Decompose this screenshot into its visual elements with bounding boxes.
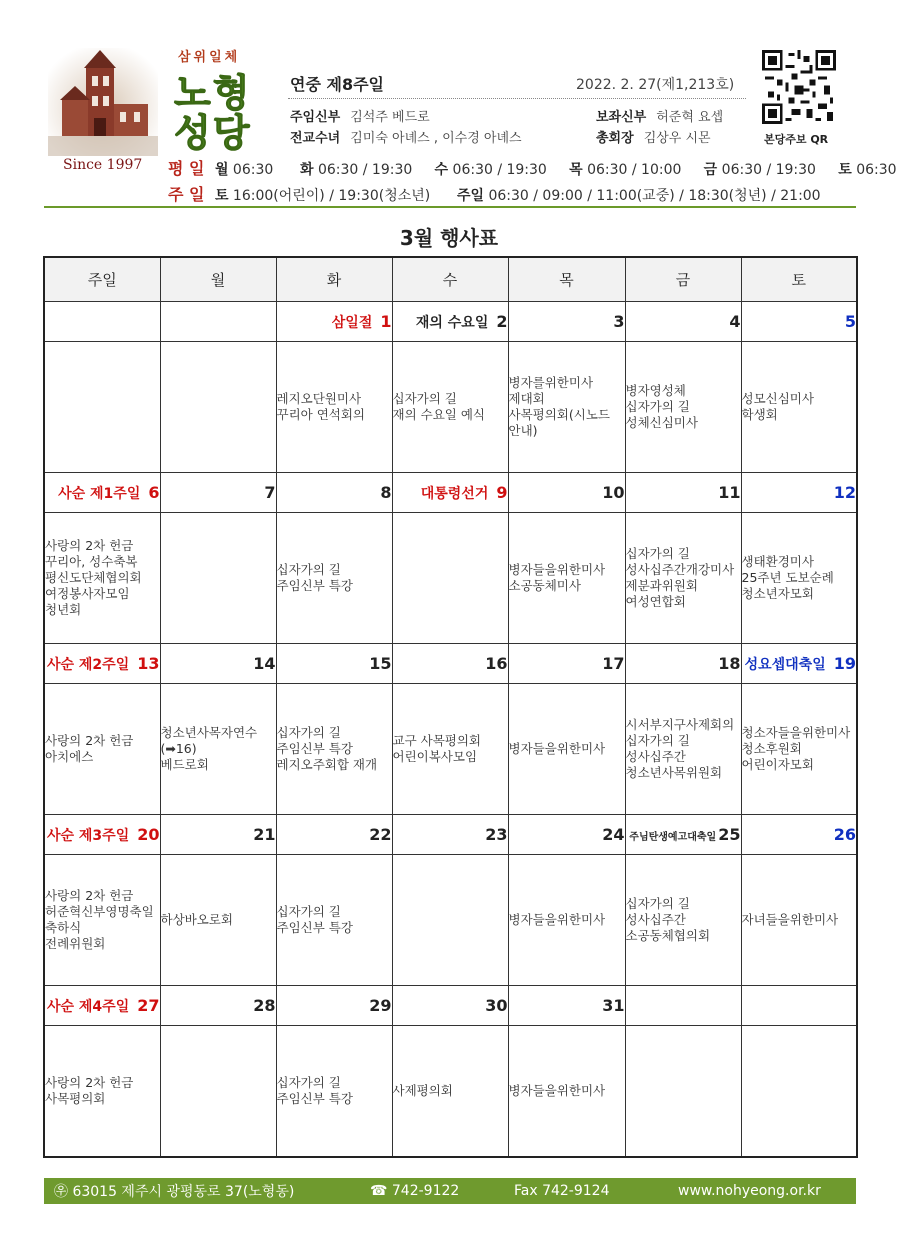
event-item: 십자가의 길 [625,546,690,561]
day-header-mon: 월 [160,257,276,302]
event-item: 여성연합회 [625,594,686,609]
event-item: 베드로회 [160,757,209,772]
date-cell-wed[interactable] [392,986,508,1026]
date-number: 7 [264,483,276,502]
event-item: 주임신부 특강 [276,578,353,593]
event-item: 십자가의 길 [276,904,341,919]
date-row [44,986,857,1026]
footer-bar [44,1178,856,1204]
date-number: 11 [718,483,741,502]
liturgical-week-title: 연중 제8주일 [290,75,384,94]
date-cell-sun[interactable] [44,644,160,684]
issue-date: 2022. 2. 27(제1,213호) [576,77,735,93]
events-row [44,855,857,986]
date-number: 18 [718,654,741,673]
event-item: 어린이복사모임 [392,749,478,764]
event-item: 축하식 [45,920,82,935]
day-header-sat: 토 [741,257,857,302]
date-cell-mon[interactable] [160,986,276,1026]
date-cell-sat[interactable] [741,302,857,342]
date-cell-fri[interactable] [625,644,741,684]
date-number: 29 [369,996,392,1015]
event-item: 소공동체협의회 [625,928,711,943]
event-item: 병자영성체 [625,383,686,398]
date-number: 3 [613,312,625,331]
date-number: 12 [833,483,856,502]
date-number: 2 [496,311,508,331]
event-item: 시서부지구사제회의 [625,717,735,732]
assistant-label: 보좌신부 [596,110,647,125]
event-item: 꾸리아 연석회의 [276,407,365,422]
events-cell-sun[interactable] [44,1026,160,1158]
date-cell-thu[interactable] [508,815,625,855]
event-item: 주임신부 특강 [276,1091,353,1106]
sunday-day: 주일 [456,188,484,204]
pastor-label: 주임신부 [290,110,341,125]
events-cell-tue[interactable] [276,684,392,815]
sisters-label: 전교수녀 [290,131,341,146]
event-item: 전례위원회 [45,936,106,951]
date-cell-thu[interactable] [508,644,625,684]
weekday-thu: 목 06:30 / 10:00 [569,162,682,178]
event-item: 생태환경미사 [741,554,814,569]
date-cell-tue[interactable] [276,815,392,855]
date-cell-sun[interactable] [44,473,160,513]
date-cell-tue[interactable] [276,644,392,684]
weekday-tue: 화 06:30 / 19:30 [299,162,413,178]
event-item: 사목평의회 [45,1091,106,1106]
day-header-tue: 화 [276,257,392,302]
events-cell-fri[interactable] [625,1026,741,1158]
events-cell-sat[interactable] [741,855,857,986]
event-item: 병자들을위한미사 [508,741,606,756]
events-cell-fri[interactable] [625,684,741,815]
event-item: 십자가의 길 [625,733,690,748]
date-cell-tue[interactable] [276,473,392,513]
date-cell-thu[interactable] [508,473,625,513]
events-cell-tue[interactable] [276,342,392,473]
day-header-thu: 목 [508,257,625,302]
calendar-title: 3월 행사표 [399,226,499,250]
event-item: 병자들을위한미사 [508,912,606,927]
events-cell-wed[interactable] [392,1026,508,1158]
date-number: 31 [602,996,625,1015]
events-cell-thu[interactable] [508,855,625,986]
event-item: 청소년사목자연수 [160,725,258,740]
pastor-info [290,106,430,125]
date-number: 23 [485,825,508,844]
date-cell-wed[interactable] [392,302,508,342]
events-row [44,342,857,473]
date-number: 9 [496,482,508,502]
assistant-info [596,106,723,125]
event-item: 꾸리아, 성수축복 [45,554,138,569]
date-number: 10 [602,483,625,502]
date-cell-tue[interactable] [276,986,392,1026]
date-cell-wed[interactable] [392,644,508,684]
date-cell-sat[interactable] [741,473,857,513]
event-item: 제분과위원회 [625,578,698,593]
date-number: 27 [137,995,160,1015]
weekday-fri: 금 06:30 / 19:30 [703,162,816,178]
day-header-fri: 금 [625,257,741,302]
day-observance-label: 대통령선거 [420,485,489,502]
date-row [44,644,857,684]
president-name: 김상우 시몬 [643,131,711,146]
day-header-sun: 주일 [44,257,160,302]
event-item: 교구 사목평의회 [392,733,481,748]
logo-text-line2: 성당 [174,111,252,155]
assistant-name: 허준혁 요셉 [656,110,724,125]
date-number: 6 [148,482,160,502]
footer-website[interactable]: www.nohyeong.or.kr [678,1183,821,1199]
qr-code[interactable] [762,50,836,124]
event-item: 청소후원회 [741,741,802,756]
date-cell-wed[interactable] [392,473,508,513]
date-number: 26 [833,825,856,844]
sisters-names: 김미숙 아녜스 , 이수경 아녜스 [350,131,522,146]
event-item: 청소자들을위한미사 [741,725,851,740]
event-item: 재의 수요일 예식 [392,407,485,422]
event-item: 청소년사목위원회 [625,765,723,780]
weekday-wed: 수 06:30 / 19:30 [434,162,547,178]
events-cell-mon[interactable] [160,1026,276,1158]
event-item: 안내) [508,423,538,438]
day-observance-label: 사순 제1주일 [58,485,141,502]
event-item: 병자를위한미사 [508,375,594,390]
event-item: 사제평의회 [392,1083,453,1098]
weekday-sat: 토 06:30 [838,162,897,178]
event-item: 십자가의 길 [625,399,690,414]
event-item: 학생회 [741,407,778,422]
event-item: 청소년자모회 [741,586,814,601]
day-observance-label: 사순 제2주일 [46,656,130,673]
date-cell-fri[interactable] [625,986,741,1026]
weekday-mon: 월 06:30 [214,162,274,178]
event-item: 십자가의 길 [276,562,341,577]
event-item: 십자가의 길 [392,391,457,406]
date-number: 24 [602,825,625,844]
events-cell-fri[interactable] [625,513,741,644]
event-item: 어린이자모회 [741,757,814,772]
header-bottom-rule [44,206,856,208]
date-number: 1 [380,311,392,331]
church-building-image [48,48,158,156]
events-row [44,513,857,644]
events-cell-mon[interactable] [160,342,276,473]
events-cell-thu[interactable] [508,684,625,815]
event-calendar [43,256,858,1158]
event-item: 하상바오로회 [160,912,233,927]
event-item: 사랑의 2차 헌금 [45,888,134,903]
events-cell-mon[interactable] [160,684,276,815]
events-cell-mon[interactable] [160,855,276,986]
date-number: 4 [729,312,741,331]
date-number: 20 [137,824,160,844]
day-observance-label: 사순 제3주일 [46,827,130,844]
date-number: 19 [833,653,856,673]
weekday-mass-label: 평 일 [168,159,205,178]
date-cell-fri[interactable] [625,815,741,855]
event-item: (➡16) [160,741,197,756]
day-observance-label: 삼일절 [331,314,373,331]
event-item: 자녀들을위한미사 [741,912,839,927]
logo-tagline: 삼위일체 [178,50,241,65]
sunday-mass-row [168,182,821,205]
day-observance-label: 주님탄생예고대축일 [629,832,717,843]
weekday-mass-row [168,156,897,179]
header-divider [288,98,746,99]
date-cell-mon[interactable] [160,302,276,342]
date-cell-tue[interactable] [276,302,392,342]
footer-phone: ☎ 742-9122 [370,1183,460,1199]
events-cell-sun[interactable] [44,684,160,815]
day-observance-label: 재의 수요일 [415,314,489,331]
event-item: 청년회 [45,602,82,617]
event-item: 십자가의 길 [625,896,690,911]
event-item: 성사십주간 [625,912,686,927]
date-number: 17 [602,654,625,673]
date-cell-wed[interactable] [392,815,508,855]
date-cell-sun[interactable] [44,302,160,342]
date-number: 22 [369,825,392,844]
date-cell-sun[interactable] [44,815,160,855]
event-item: 성체신심미사 [625,415,698,430]
events-cell-tue[interactable] [276,1026,392,1158]
date-cell-fri[interactable] [625,302,741,342]
day-observance-label: 성요셉대축일 [744,656,826,673]
sunday-times: 06:30 / 09:00 / 11:00(교중) / 18:30(청년) / 21:00 [488,188,821,204]
event-item: 소공동체미사 [508,578,581,593]
event-item: 사랑의 2차 헌금 [45,733,134,748]
events-cell-sat[interactable] [741,342,857,473]
events-cell-mon[interactable] [160,513,276,644]
events-cell-tue[interactable] [276,513,392,644]
event-item: 제대회 [508,391,545,406]
events-cell-wed[interactable] [392,684,508,815]
footer-fax: Fax 742-9124 [514,1183,610,1199]
event-item: 주임신부 특강 [276,920,353,935]
date-number: 8 [380,483,392,502]
events-row [44,1026,857,1158]
date-cell-thu[interactable] [508,986,625,1026]
events-cell-sat[interactable] [741,513,857,644]
event-item: 사목평의회(시노드 [508,407,610,422]
events-row [44,684,857,815]
event-item: 여정봉사자모임 [45,586,130,601]
date-cell-mon[interactable] [160,473,276,513]
event-item: 레지오주회합 재개 [276,757,378,772]
event-item: 병자들을위한미사 [508,1083,606,1098]
events-cell-thu[interactable] [508,342,625,473]
event-item: 사랑의 2차 헌금 [45,1075,134,1090]
saturday-vigil-times: 16:00(어린이) / 19:30(청소년) [232,188,431,204]
events-cell-sat[interactable] [741,1026,857,1158]
event-item: 십자가의 길 [276,1075,341,1090]
events-cell-thu[interactable] [508,513,625,644]
date-number: 15 [369,654,392,673]
date-cell-sat[interactable] [741,986,857,1026]
date-cell-mon[interactable] [160,815,276,855]
date-number: 5 [844,312,856,331]
date-number: 16 [485,654,508,673]
event-item: 병자들을위한미사 [508,562,606,577]
day-header-wed: 수 [392,257,508,302]
president-info [596,127,711,146]
weekday-header-row [44,257,857,302]
since-year: Since 1997 [63,157,143,173]
events-cell-sun[interactable] [44,855,160,986]
president-label: 총회장 [596,131,634,146]
date-cell-fri[interactable] [625,473,741,513]
date-number: 28 [253,996,276,1015]
event-item: 레지오단원미사 [276,391,362,406]
date-row [44,302,857,342]
events-cell-tue[interactable] [276,855,392,986]
events-cell-wed[interactable] [392,855,508,986]
events-cell-sun[interactable] [44,342,160,473]
event-item: 성사십주간 [625,749,686,764]
qr-label: 본당주보 QR [764,133,829,146]
date-number: 21 [253,825,276,844]
date-cell-sat[interactable] [741,644,857,684]
saturday-vigil-day: 토 [214,188,229,204]
events-cell-wed[interactable] [392,513,508,644]
day-observance-label: 사순 제4주일 [46,998,130,1015]
logo-text-line1: 노형 [174,71,252,115]
event-item: 아치에스 [45,749,94,764]
events-cell-sat[interactable] [741,684,857,815]
event-item: 주임신부 특강 [276,741,353,756]
event-item: 십자가의 길 [276,725,341,740]
event-item: 성모신심미사 [741,391,814,406]
events-cell-fri[interactable] [625,855,741,986]
events-cell-fri[interactable] [625,342,741,473]
event-item: 허준혁신부영명축일 [45,904,154,919]
date-cell-thu[interactable] [508,302,625,342]
events-cell-wed[interactable] [392,342,508,473]
date-row [44,473,857,513]
events-cell-thu[interactable] [508,1026,625,1158]
event-item: 성사십주간개강미사 [625,562,735,577]
date-number: 30 [485,996,508,1015]
event-item: 25주년 도보순례 [741,570,834,585]
date-number: 14 [253,654,276,673]
sunday-mass-label: 주 일 [168,185,205,204]
footer-address: ㉾ 63015 제주시 광평동로 37(노형동) [54,1184,295,1200]
date-cell-sat[interactable] [741,815,857,855]
date-cell-mon[interactable] [160,644,276,684]
pastor-name: 김석주 베드로 [350,110,430,125]
date-row [44,815,857,855]
date-number: 13 [137,653,160,673]
event-item: 평신도단체협의회 [45,570,142,585]
sisters-info [290,127,522,146]
events-cell-sun[interactable] [44,513,160,644]
date-number: 25 [718,825,741,844]
event-item: 사랑의 2차 헌금 [45,538,134,553]
date-cell-sun[interactable] [44,986,160,1026]
